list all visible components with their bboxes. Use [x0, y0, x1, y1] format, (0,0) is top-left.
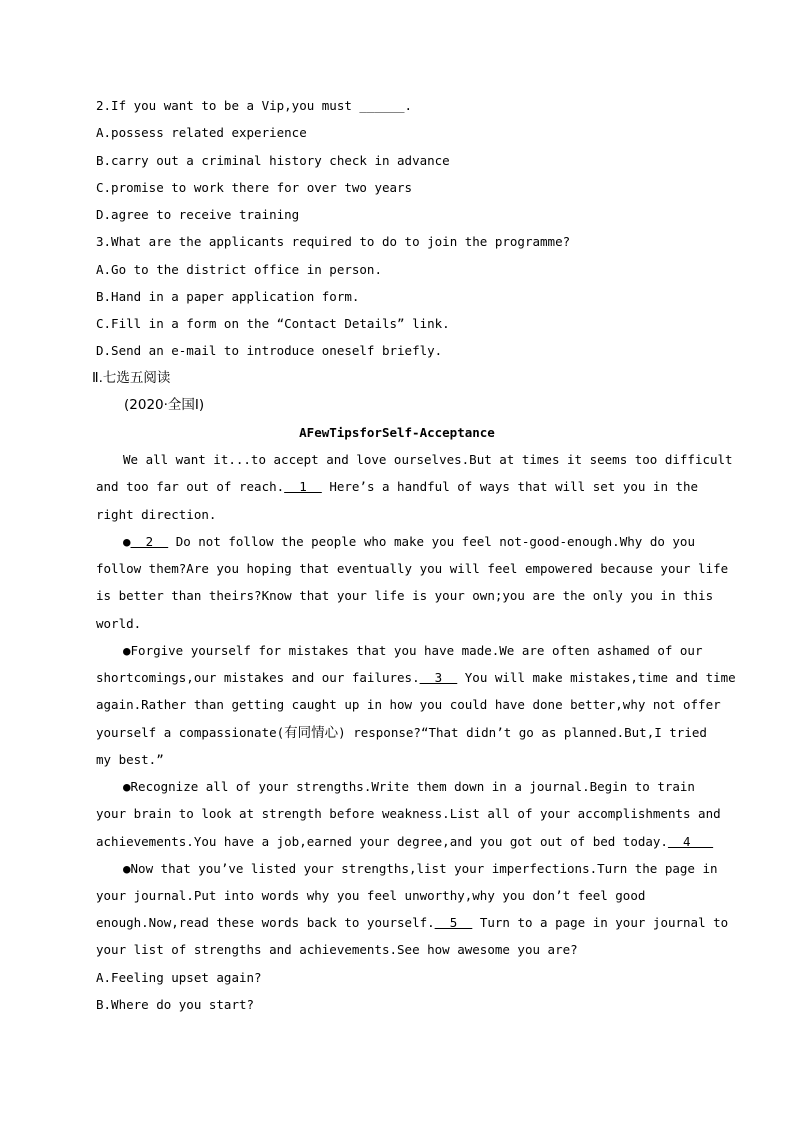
section-heading: Ⅱ.七选五阅读 — [92, 370, 171, 386]
passage-text: You will make mistakes,time and time — [457, 670, 736, 685]
passage-p1-line2 — [96, 479, 698, 495]
section-source: (2020·全国Ⅰ) — [124, 397, 205, 413]
question-3-option-a: A.Go to the district office in person. — [96, 262, 382, 277]
passage-text: yourself a compassionate( — [96, 725, 285, 740]
passage-text: achievements.You have a job,earned your degree,and you got out of bed today. — [96, 834, 668, 849]
blank-1: 1 — [284, 479, 322, 494]
question-3-option-b: B.Hand in a paper application form. — [96, 289, 360, 304]
blank-2: 2 — [130, 534, 169, 549]
blank-4: 4 — [667, 834, 714, 849]
passage-text: and too far out of reach. — [96, 479, 285, 494]
passage-p1-line3: right direction. — [96, 507, 217, 522]
passage-p4-line2: your brain to look at strength before weakness.List all of your accomplishments and — [96, 806, 721, 821]
passage-p5-line1: ●Now that you’ve listed your strengths,list your imperfections.Turn the page in — [123, 861, 718, 876]
passage-p4-line1: ●Recognize all of your strengths.Write them down in a journal.Begin to train — [123, 779, 695, 794]
passage-p3-line5: my best.” — [96, 752, 164, 767]
passage-p3-line2 — [96, 670, 736, 686]
passage-p2-line1 — [123, 534, 695, 550]
answer-option-b: B.Where do you start? — [96, 997, 255, 1012]
answer-option-a: A.Feeling upset again? — [96, 970, 262, 985]
passage-p5-line4: your list of strengths and achievements.See how awesome you are? — [96, 942, 578, 957]
passage-p3-line3: again.Rather than getting caught up in how you could have done better,why not offer — [96, 697, 721, 712]
passage-title: AFewTipsforSelf-Acceptance — [299, 425, 495, 440]
chinese-gloss: 有同情心 — [284, 725, 339, 741]
passage-text: Turn to a page in your journal to — [472, 915, 729, 930]
question-2-option-d: D.agree to receive training — [96, 207, 300, 222]
question-2-option-b: B.carry out a criminal history check in advance — [96, 153, 450, 168]
passage-p4-line3 — [96, 834, 713, 850]
passage-text: enough.Now,read these words back to yourself. — [96, 915, 435, 930]
passage-p1-line1: We all want it...to accept and love ourselves.But at times it seems too difficult — [123, 452, 733, 467]
passage-text: Do not follow the people who make you feel not-good-enough.Why do you — [168, 534, 695, 549]
bullet-icon: ● — [123, 534, 131, 549]
passage-p3-line4 — [96, 725, 707, 741]
question-2-option-c: C.promise to work there for over two years — [96, 180, 413, 195]
question-2-option-a: A.possess related experience — [96, 125, 307, 140]
blank-3: 3 — [419, 670, 458, 685]
question-3-option-d: D.Send an e-mail to introduce oneself briefly. — [96, 343, 443, 358]
question-3-option-c: C.Fill in a form on the “Contact Details” link. — [96, 316, 450, 331]
passage-text: shortcomings,our mistakes and our failures. — [96, 670, 420, 685]
passage-p2-line4: world. — [96, 616, 142, 631]
passage-p5-line3 — [96, 915, 728, 931]
passage-p3-line1: ●Forgive yourself for mistakes that you have made.We are often ashamed of our — [123, 643, 703, 658]
passage-text: ) response?“That didn’t go as planned.But,I tried — [338, 725, 707, 740]
question-3-stem: 3.What are the applicants required to do to join the programme? — [96, 234, 571, 249]
passage-p5-line2: your journal.Put into words why you feel unworthy,why you don’t feel good — [96, 888, 646, 903]
passage-p2-line3: is better than theirs?Know that your life is your own;you are the only you in this — [96, 588, 714, 603]
question-2-stem: 2.If you want to be a Vip,you must ______. — [96, 98, 413, 113]
passage-text: Here’s a handful of ways that will set you in the — [321, 479, 699, 494]
passage-p2-line2: follow them?Are you hoping that eventually you will feel empowered because your life — [96, 561, 729, 576]
blank-5: 5 — [434, 915, 473, 930]
